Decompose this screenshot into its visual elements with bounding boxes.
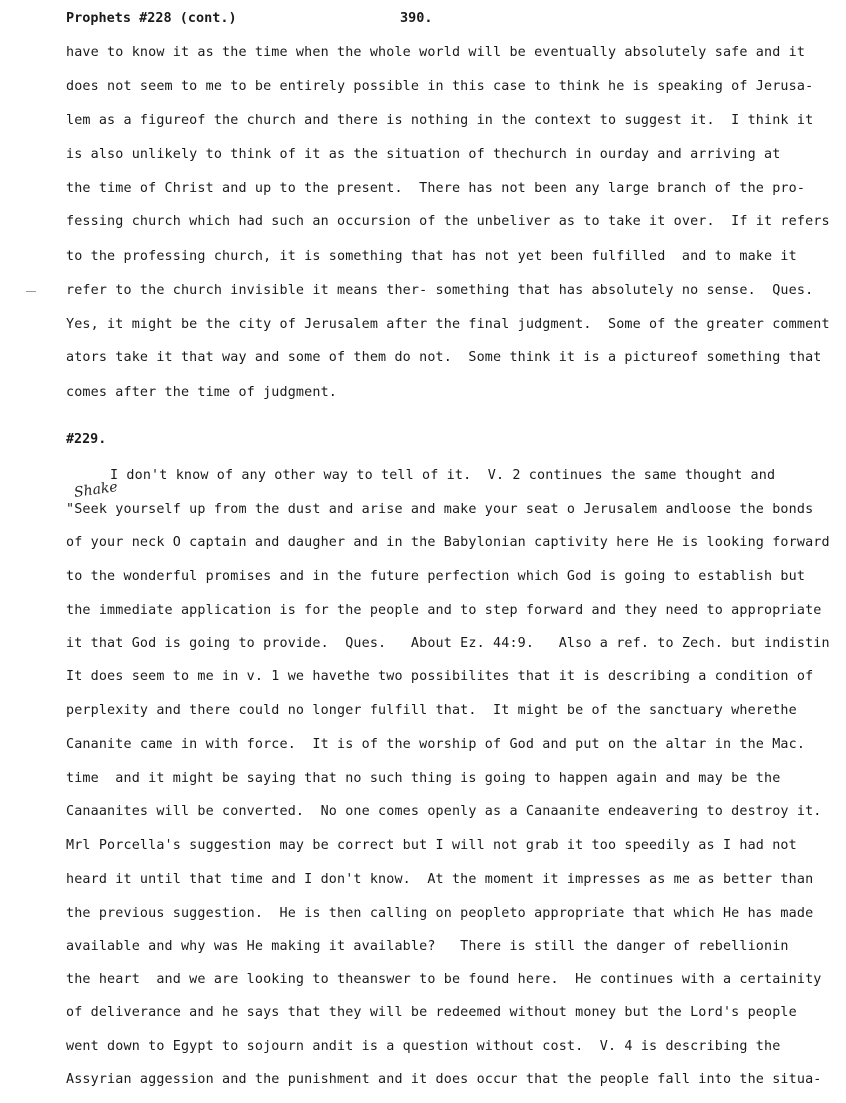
- text-line: to the professing church, it is something that has not yet been fulfilled and to make it: [66, 249, 797, 264]
- page-header: [66, 6, 826, 30]
- text-line: available and why was He making it available? There is still the danger of rebellionin: [66, 939, 789, 954]
- text-line: of deliverance and he says that they will be redeemed without money but the Lord's people: [66, 1005, 797, 1020]
- text-line: I don't know of any other way to tell of it. V. 2 continues the same thought and: [110, 468, 776, 483]
- text-line: the immediate application is for the people and to step forward and they need to appropriate: [66, 603, 822, 618]
- text-line: Yes, it might be the city of Jerusalem after the final judgment. Some of the greater comment: [66, 317, 830, 332]
- header-section-title: Prophets #228 (cont.): [66, 10, 237, 26]
- text-line: the previous suggestion. He is then calling on peopleto appropriate that which He has made: [66, 906, 814, 921]
- text-line: comes after the time of judgment.: [66, 385, 337, 400]
- text-line: Cananite came in with force. It is of the worship of God and put on the altar in the Mac.: [66, 737, 806, 752]
- text-line: refer to the church invisible it means ther- something that has absolutely no sense. Ques.: [66, 283, 814, 298]
- section-number: #229.: [66, 432, 107, 447]
- margin-mark: [26, 291, 36, 292]
- text-line: fessing church which had such an occursion of the unbeliver as to take it over. If it refers: [66, 214, 830, 229]
- handwritten-annotation: Shake: [73, 479, 119, 501]
- text-line: to the wonderful promises and in the future perfection which God is going to establish but: [66, 569, 806, 584]
- header-page-number: 390.: [400, 10, 433, 26]
- text-line: does not seem to me to be entirely possible in this case to think he is speaking of Jerusa-: [66, 79, 814, 94]
- text-line: it that God is going to provide. Ques. About Ez. 44:9. Also a ref. to Zech. but indistin: [66, 636, 830, 651]
- text-line: the heart and we are looking to theanswer to be found here. He continues with a certainity: [66, 972, 822, 987]
- text-line: It does seem to me in v. 1 we havethe two possibilites that it is describing a condition of: [66, 669, 814, 684]
- text-line: "Seek yourself up from the dust and arise and make your seat o Jerusalem andloose the bonds: [66, 502, 814, 517]
- text-line: have to know it as the time when the whole world will be eventually absolutely safe and it: [66, 45, 806, 60]
- text-line: went down to Egypt to sojourn andit is a question without cost. V. 4 is describing the: [66, 1039, 781, 1054]
- text-line: time and it might be saying that no such thing is going to happen again and may be the: [66, 771, 781, 786]
- text-line: the time of Christ and up to the present. There has not been any large branch of the pro-: [66, 181, 806, 196]
- text-line: lem as a figureof the church and there is nothing in the context to suggest it. I think it: [66, 113, 814, 128]
- text-line: Assyrian aggession and the punishment and it does occur that the people fall into the situa-: [66, 1072, 822, 1087]
- text-line: ators take it that way and some of them do not. Some think it is a pictureof something that: [66, 350, 822, 365]
- text-line: is also unlikely to think of it as the situation of thechurch in ourday and arriving at: [66, 147, 781, 162]
- text-line: heard it until that time and I don't know. At the moment it impresses as me as better than: [66, 872, 814, 887]
- text-line: of your neck O captain and daugher and in the Babylonian captivity here He is looking forward: [66, 535, 830, 550]
- text-line: Mrl Porcella's suggestion may be correct but I will not grab it too speedily as I had not: [66, 838, 797, 853]
- text-line: perplexity and there could no longer fulfill that. It might be of the sanctuary wherethe: [66, 703, 797, 718]
- text-line: Canaanites will be converted. No one comes openly as a Canaanite endeavering to destroy it.: [66, 804, 822, 819]
